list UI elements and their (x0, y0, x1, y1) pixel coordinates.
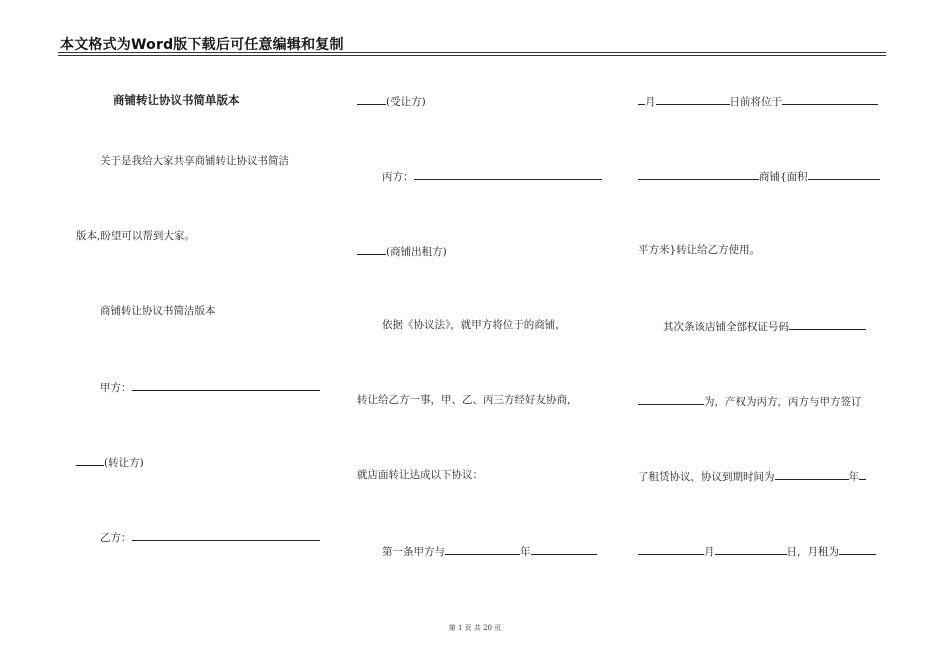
party-c-label: 丙方： (382, 171, 414, 183)
party-a-label: 甲方： (100, 382, 132, 394)
monthly-rent-label: 日，月租为 (786, 546, 839, 558)
party-b-role-line (357, 93, 426, 109)
shop-area-label: 商铺{面积 (759, 171, 808, 183)
col3-line-1-blank-2 (782, 93, 878, 105)
party-b-blank (132, 529, 320, 541)
party-a-role-blank (76, 454, 104, 466)
lease-expiry-text: 了租赁协议，协议到期时间为 (638, 471, 775, 483)
ownership-text: 为，产权为丙方，丙方与甲方签订 (704, 396, 862, 408)
article-1-blank-2 (531, 543, 597, 555)
col3-line-7 (638, 543, 876, 559)
col3-line-2-blank-1 (638, 168, 759, 180)
party-b-label: 乙方： (100, 532, 132, 544)
article-1-year: 年 (520, 546, 531, 558)
col3-line-1 (638, 93, 878, 109)
col3-line-5 (638, 393, 862, 409)
basis-line: 依据《协议法》，就甲方将位于的商铺， (382, 319, 566, 331)
month-label-2: 月 (704, 546, 715, 558)
col3-line-7-blank-2 (715, 543, 787, 555)
col3-line-7-blank-1 (638, 543, 704, 555)
article-1-blank-1 (445, 543, 520, 555)
party-b-line (100, 529, 320, 545)
header-rule-double (58, 55, 886, 56)
header-rule (58, 52, 886, 53)
document-title: 商铺转让协议书简单版本 (113, 93, 240, 107)
party-c-role-line (357, 243, 447, 259)
header-title: 本文格式为Word版下载后可任意编辑和复制 (60, 37, 344, 53)
section-subtitle: 商铺转让协议书简洁版本 (100, 305, 216, 317)
page-footer: 第 1 页 共 20 页 (448, 624, 502, 632)
party-b-role: (受让方) (386, 96, 426, 108)
party-b-role-blank (357, 93, 386, 105)
col3-line-2 (638, 168, 880, 184)
article-2-text: 其次条该店铺全部权证号码 (663, 321, 789, 333)
article-1-text: 第一条甲方与 (382, 546, 445, 558)
intro-line-2: 版本,盼望可以帮到大家。 (76, 230, 195, 242)
transfer-line: 转让给乙方一事，甲、乙、丙三方经好友协商， (357, 394, 578, 406)
col3-line-6-blank-1 (775, 468, 849, 480)
party-a-line (100, 379, 320, 395)
col3-line-5-blank (638, 393, 704, 405)
party-c-line (382, 168, 602, 184)
col3-line-6 (638, 468, 866, 484)
party-c-role-blank (357, 243, 386, 255)
col3-line-1-blank-1 (656, 93, 730, 105)
year-label: 年 (848, 471, 859, 483)
col3-line-3: 平方米}转让给乙方使用。 (638, 244, 761, 256)
party-c-role: (商铺出租方) (386, 246, 447, 258)
party-c-blank (414, 168, 602, 180)
certificate-number-blank (789, 318, 866, 330)
col3-line-6-blank-2 (859, 468, 866, 480)
intro-line-1: 关于是我给大家共享商铺转让协议书简洁 (100, 155, 289, 167)
agreement-line: 就店面转让达成以下协议： (357, 469, 483, 481)
month-label: 月 (645, 96, 656, 108)
col3-line-4 (663, 318, 866, 334)
col3-line-1-blank-0 (638, 93, 645, 105)
party-a-role-line (76, 454, 144, 470)
col3-line-7-blank-3 (839, 543, 876, 555)
date-location-label: 日前将位于 (729, 96, 782, 108)
article-1-line (382, 543, 597, 559)
col3-line-2-blank-2 (808, 168, 880, 180)
party-a-role: (转让方) (104, 457, 144, 469)
party-a-blank (132, 379, 320, 391)
